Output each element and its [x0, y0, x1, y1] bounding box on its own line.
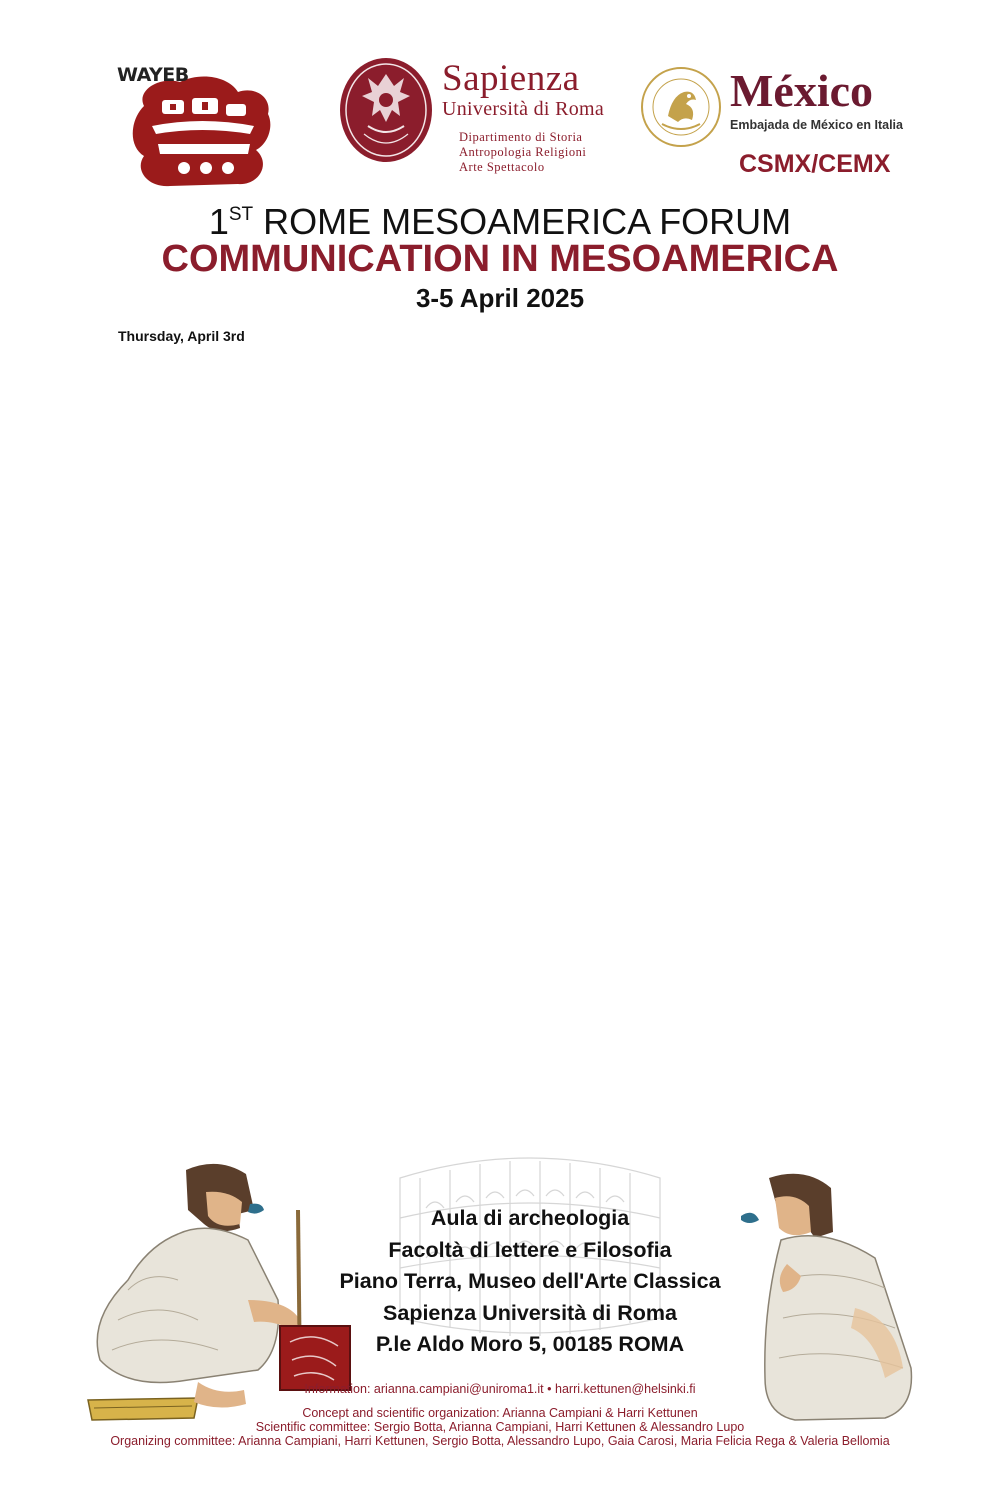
separator: • — [547, 1382, 552, 1396]
department-line: Dipartimento di Storia — [459, 130, 583, 144]
forum-ordinal: 1 — [208, 201, 229, 242]
email-link[interactable]: arianna.campiani@uniroma1.it — [373, 1382, 544, 1396]
sapienza-department — [459, 130, 622, 175]
event-dates: 3-5 April 2025 — [415, 283, 585, 313]
forum-ordinal-suffix: ST — [228, 204, 254, 225]
venue-line: Aula di archeologia — [430, 1206, 630, 1230]
mexico-embassy-logo — [730, 66, 930, 132]
page-title: COMMUNICATION IN MESOAMERICA — [161, 238, 839, 280]
mexico-coat-of-arms-icon — [640, 66, 722, 148]
contact-info — [0, 1382, 1000, 1396]
mexico-name: México — [730, 65, 874, 116]
info-label: Information: — [304, 1382, 371, 1396]
scientific-committee: Scientific committee: Sergio Botta, Arianna Campiani, Harri Kettunen & Alessandro Lupo — [255, 1420, 745, 1434]
department-line: Antropologia Religioni — [459, 145, 587, 159]
venue-line: Sapienza Università di Roma — [383, 1300, 677, 1325]
wayeb-label: WAYEB — [117, 64, 189, 86]
mexico-seal — [640, 66, 722, 148]
day-heading: Thursday, April 3rd — [118, 328, 245, 344]
forum-name: ROME MESOAMERICA FORUM — [263, 201, 792, 242]
venue-line: Piano Terra, Museo dell'Arte Classica — [339, 1269, 721, 1293]
concept-credit: Concept and scientific organization: Arianna Campiani & Harri Kettunen — [302, 1406, 698, 1420]
sapienza-logo — [442, 60, 622, 175]
venue-line: Facoltà di lettere e Filosofia — [388, 1237, 672, 1262]
sapienza-seal-icon — [338, 56, 434, 164]
venue-line: P.le Aldo Moro 5, 00185 ROMA — [375, 1332, 685, 1356]
wayeb-logo — [112, 60, 282, 190]
forum-heading — [0, 195, 1000, 242]
sapienza-name: Sapienza — [442, 58, 580, 99]
venue-block — [260, 1203, 800, 1361]
mexico-embassy: Embajada de México en Italia — [730, 118, 903, 132]
department-line: Arte Spettacolo — [459, 160, 545, 174]
sapienza-subtitle: Università di Roma — [442, 98, 605, 120]
organizing-committee: Organizing committee: Arianna Campiani, Harri Kettunen, Sergio Botta, Alessandro Lupo, Gaia Carosi, Maria Felicia Rega & Valeria Bellomia — [110, 1434, 890, 1448]
sapienza-seal — [338, 56, 434, 164]
csmx-label: CSMX/CEMX — [739, 150, 891, 178]
email-link[interactable]: harri.kettunen@helsinki.fi — [555, 1382, 696, 1396]
credits — [0, 1406, 1000, 1448]
